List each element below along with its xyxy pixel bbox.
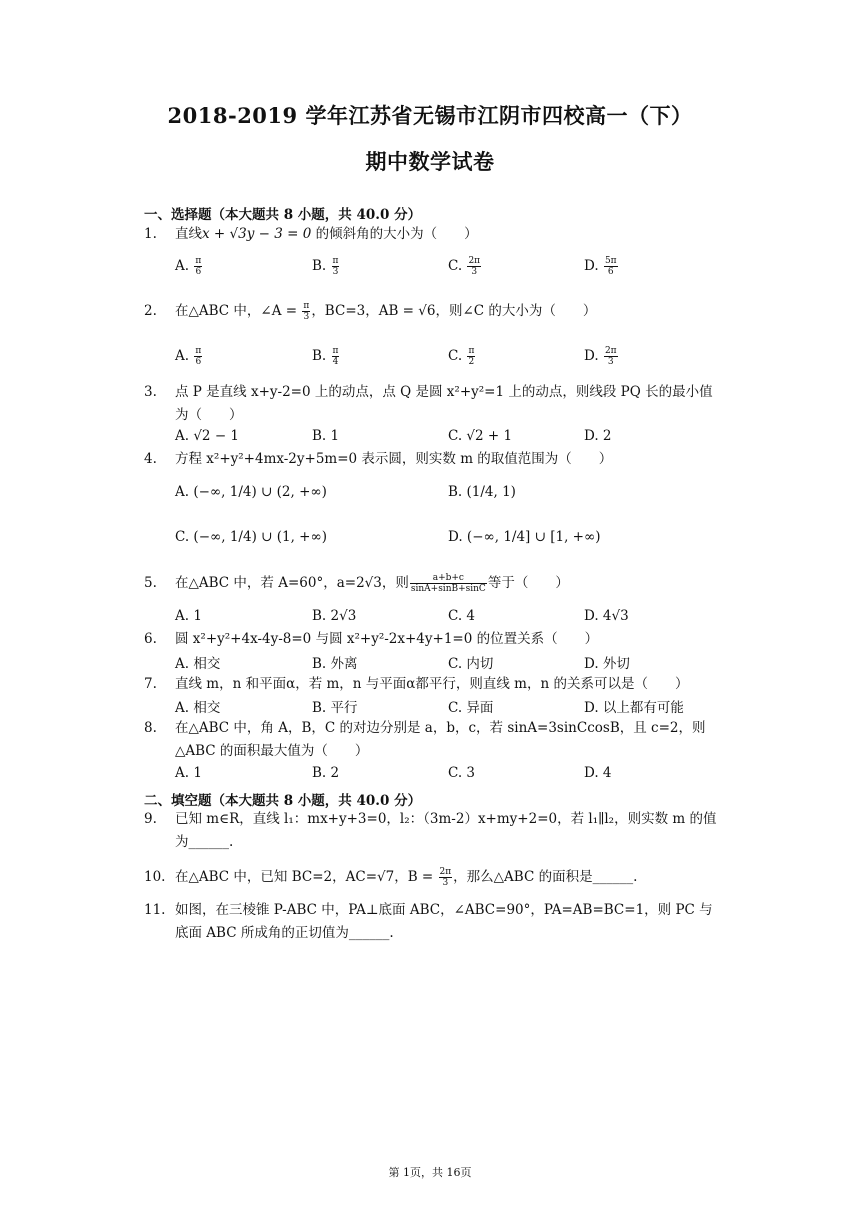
question-3 xyxy=(144,381,724,427)
exam-title-line2: 期中数学试卷 xyxy=(365,149,495,174)
question-4 xyxy=(144,448,724,471)
option-d: D. (−∞, 1/4] ∪ [1, +∞) xyxy=(448,529,601,545)
question-4-options-row2 xyxy=(175,529,725,555)
question-text: 的倾斜角的大小为（ ） xyxy=(311,226,478,242)
option-d: D. 2 xyxy=(584,428,612,444)
question-4-options-row1 xyxy=(175,484,725,510)
option-d: D. 4√3 xyxy=(584,608,629,624)
option-b: B. 外离 xyxy=(312,656,358,672)
question-number: 4. xyxy=(144,451,157,467)
option-a: A. $\frac{\pi}{6}$ xyxy=(175,346,202,367)
option-a: A. $\frac{\pi}{6}$ xyxy=(175,256,202,277)
option-c: C. 异面 xyxy=(448,700,494,716)
option-b: B. $\frac{\pi}{3}$ xyxy=(312,256,339,277)
option-a: A. 相交 xyxy=(175,700,221,716)
option-d: D. 以上都有可能 xyxy=(584,700,684,716)
question-10 xyxy=(144,866,724,889)
question-number: 6. xyxy=(144,631,157,647)
section-fill-heading: 二、填空题（本大题共 8 小题，共 40.0 分） xyxy=(144,793,422,809)
question-5 xyxy=(144,572,724,595)
question-text: 圆 x²+y²+4x-4y-8=0 与圆 x²+y²-2x+4y+1=0 的位置关系（ ） xyxy=(175,631,599,647)
question-text: ，那么△ABC 的面积是______. xyxy=(453,869,638,885)
section-choice-heading: 一、选择题（本大题共 8 小题，共 40.0 分） xyxy=(144,207,422,223)
question-8 xyxy=(144,717,724,763)
question-text: 直线 xyxy=(175,226,202,242)
question-number: 8. xyxy=(144,720,157,736)
question-9 xyxy=(144,808,724,854)
option-b: B. 2√3 xyxy=(312,608,357,624)
option-c: C. (−∞, 1/4) ∪ (1, +∞) xyxy=(175,529,327,545)
question-number: 3. xyxy=(144,384,157,400)
question-number: 11. xyxy=(144,902,166,918)
option-c: C. $\frac{2\pi}{3}$ xyxy=(448,256,481,277)
question-text: 已知 m∈R，直线 l₁：mx+y+3=0，l₂：（3m-2）x+my+2=0，若 l₁∥l₂，则实数 m 的值为______. xyxy=(175,811,717,850)
question-text: 在△ABC 中，∠A = xyxy=(175,303,302,319)
question-2-options xyxy=(175,346,725,372)
option-d: D. $\frac{5\pi}{6}$ xyxy=(584,256,617,277)
question-11 xyxy=(144,899,724,945)
question-fraction: $\frac{a+b+c}{\sin A+\sin B+\sin C}$ xyxy=(410,573,486,594)
question-text: ，BC=3，AB = √6，则∠C 的大小为（ ） xyxy=(311,303,597,319)
option-a: A. (−∞, 1/4) ∪ (2, +∞) xyxy=(175,484,327,500)
question-number: 5. xyxy=(144,575,157,591)
option-a: A. 1 xyxy=(175,765,202,781)
option-a: A. 相交 xyxy=(175,656,221,672)
question-number: 10. xyxy=(144,869,166,885)
question-number: 9. xyxy=(144,811,157,827)
option-c: C. 3 xyxy=(448,765,476,781)
option-b: B. 1 xyxy=(312,428,340,444)
option-b: B. 2 xyxy=(312,765,340,781)
option-d: D. $\frac{2\pi}{3}$ xyxy=(584,346,617,367)
question-fraction: $\frac{\pi}{3}$ xyxy=(303,301,310,322)
option-b: B. (1/4, 1) xyxy=(448,484,516,500)
question-text: 在△ABC 中，若 A=60°，a=2√3，则 xyxy=(175,575,409,591)
question-number: 2. xyxy=(144,303,157,319)
question-7 xyxy=(144,673,724,696)
option-a: A. √2 − 1 xyxy=(175,428,240,444)
option-c: C. $\frac{\pi}{2}$ xyxy=(448,346,475,367)
option-d: D. 外切 xyxy=(584,656,630,672)
option-a: A. 1 xyxy=(175,608,202,624)
question-text: 如图，在三棱锥 P-ABC 中，PA⊥底面 ABC，∠ABC=90°，PA=AB=BC=1，则 PC 与底面 ABC 所成角的正切值为______. xyxy=(175,902,713,941)
option-b: B. $\frac{\pi}{4}$ xyxy=(312,346,339,367)
option-d: D. 4 xyxy=(584,765,612,781)
question-formula: x + √3y − 3 = 0 xyxy=(202,226,312,242)
question-number: 1. xyxy=(144,226,157,242)
question-8-options xyxy=(175,765,725,791)
option-c: C. 4 xyxy=(448,608,476,624)
option-b: B. 平行 xyxy=(312,700,358,716)
question-6 xyxy=(144,628,724,651)
page-footer: 第 1页，共 16页 xyxy=(388,1166,472,1179)
option-c: C. 内切 xyxy=(448,656,494,672)
question-fraction: $\frac{2\pi}{3}$ xyxy=(439,867,452,888)
question-text: 等于（ ） xyxy=(487,575,569,591)
question-1 xyxy=(144,223,724,246)
question-2 xyxy=(144,300,724,323)
exam-title-line1: 2018-2019 学年江苏省无锡市江阴市四校高一（下） xyxy=(167,103,693,128)
question-number: 7. xyxy=(144,676,157,692)
question-1-options xyxy=(175,256,725,282)
question-text: 点 P 是直线 x+y-2=0 上的动点，点 Q 是圆 x²+y²=1 上的动点，则线段 PQ 长的最小值为（ ） xyxy=(175,384,713,423)
question-text: 直线 m，n 和平面α，若 m，n 与平面α都平行，则直线 m，n 的关系可以是（ ） xyxy=(175,676,689,692)
question-text: 在△ABC 中，角 A，B，C 的对边分别是 a，b，c，若 sinA=3sinCcosB，且 c=2，则△ABC 的面积最大值为（ ） xyxy=(175,720,706,759)
question-text: 方程 x²+y²+4mx-2y+5m=0 表示圆，则实数 m 的取值范围为（ ） xyxy=(175,451,613,467)
option-c: C. √2 + 1 xyxy=(448,428,513,444)
question-text: 在△ABC 中，已知 BC=2，AC=√7，B = xyxy=(175,869,438,885)
